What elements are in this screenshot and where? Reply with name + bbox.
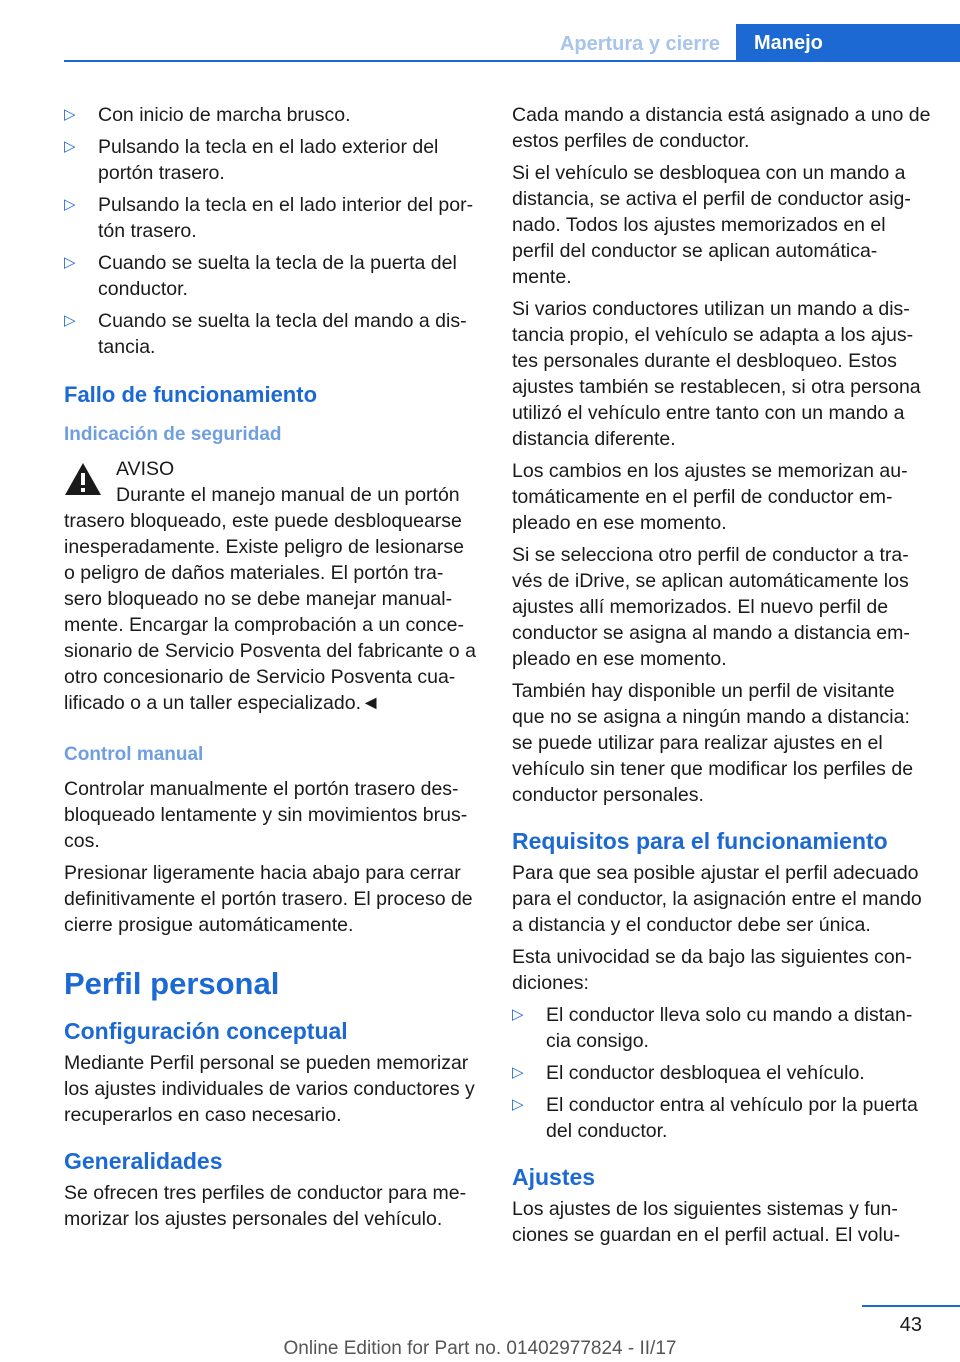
warning-triangle-icon <box>64 462 102 496</box>
list-item: ▷ Pulsando la tecla en el lado exterior del portón trasero. <box>64 136 439 184</box>
triangle-right-icon: ▷ <box>512 1064 524 1081</box>
config-heading: Configuración conceptual <box>64 1018 348 1044</box>
right-paragraph-3: Si varios conductores utilizan un mando a dis‐tancia propio, el vehículo se adapta a los ajus‐tes personales durante el desbloqueo. Estos ajustes también se restablecen, si otra persona utilizó el vehículo entre tanto con un mando a distancia diferente. <box>512 298 921 450</box>
triangle-right-icon: ▷ <box>64 254 76 271</box>
requisitos-heading: Requisitos para el funcionamiento <box>512 828 888 854</box>
triangle-right-icon: ▷ <box>512 1006 524 1023</box>
footer-edition: Online Edition for Part no. 01402977824 - II/17 <box>283 1338 677 1359</box>
control-paragraph-1: Controlar manualmente el portón trasero des‐bloqueado lentamente y sin movimientos brus‐cos. <box>64 778 468 852</box>
header-rule <box>64 60 960 62</box>
page-number: 43 <box>899 1314 922 1336</box>
triangle-right-icon: ▷ <box>512 1096 524 1113</box>
list-item: ▷ Cuando se suelta la tecla del mando a dis‐tancia. <box>64 310 467 358</box>
footer-rule <box>862 1305 960 1307</box>
right-column <box>512 102 932 1254</box>
warning-block <box>64 456 480 716</box>
right-paragraph-1: Cada mando a distancia está asignado a uno de estos perfiles de conductor. <box>512 104 931 152</box>
right-paragraph-4: Los cambios en los ajustes se memorizan au‐tomáticamente en el perfil de conductor em‐pleado en ese momento. <box>512 460 908 534</box>
perfil-heading: Perfil personal <box>64 966 280 1001</box>
list-item: ▷ Pulsando la tecla en el lado interior del por‐tón trasero. <box>64 194 474 242</box>
list-item: ▷ Cuando se suelta la tecla de la puerta del conductor. <box>64 252 457 300</box>
control-heading: Control manual <box>64 744 204 765</box>
list-item: ▷ El conductor lleva solo cu mando a distan‐cia consigo. <box>512 1004 913 1052</box>
ajustes-heading: Ajustes <box>512 1164 596 1190</box>
triangle-right-icon: ▷ <box>64 138 76 155</box>
right-bullet-list <box>512 1002 932 1144</box>
requisitos-paragraph-2: Esta univocidad se da bajo las siguientes con‐diciones: <box>512 946 912 994</box>
control-paragraph-2: Presionar ligeramente hacia abajo para cerrar definitivamente el portón trasero. El proceso de cierre prosigue automáticamente. <box>64 862 473 936</box>
right-paragraph-5: Si se selecciona otro perfil de conductor a tra‐vés de iDrive, se aplican automáticamente los ajustes allí memorizados. El nuevo perfil de conductor se asigna al mando a distancia em‐pleado en ese momento. <box>512 544 910 670</box>
fallo-heading: Fallo de funcionamiento <box>64 382 318 407</box>
warning-text: Durante el manejo manual de un portón trasero bloqueado, este puede desbloquearse inesperadamente. Existe peligro de lesionarse o peligro de daños materiales. El portón tra‐sero bloqueado no se debe manejar manual‐mente. Encargar la comprobación a un conce‐sionario de Servicio Posventa del fabricante o a otro concesionario de Servicio Posventa cua‐lificado o a un taller especializado.◄ <box>64 484 476 714</box>
warning-title: AVISO <box>116 458 175 480</box>
seguridad-heading: Indicación de seguridad <box>64 424 282 445</box>
list-item: ▷ El conductor desbloquea el vehículo. <box>512 1062 865 1084</box>
list-item: ▷ El conductor entra al vehículo por la puerta del conductor. <box>512 1094 918 1142</box>
triangle-right-icon: ▷ <box>64 106 76 123</box>
general-paragraph: Se ofrecen tres perfiles de conductor para me‐morizar los ajustes personales del vehículo. <box>64 1182 467 1230</box>
left-column <box>64 102 480 1238</box>
requisitos-paragraph-1: Para que sea posible ajustar el perfil adecuado para el conductor, la asignación entre el mando a distancia y el conductor debe ser única. <box>512 862 922 936</box>
list-item: ▷ Con inicio de marcha brusco. <box>64 104 351 126</box>
config-paragraph: Mediante Perfil personal se pueden memorizar los ajustes individuales de varios conductores y recuperarlos en caso necesario. <box>64 1052 475 1126</box>
general-heading: Generalidades <box>64 1148 223 1174</box>
triangle-right-icon: ▷ <box>64 312 76 329</box>
right-paragraph-6: También hay disponible un perfil de visitante que no se asigna a ningún mando a distancia: se puede utilizar para realizar ajustes en el vehículo sin tener que modificar los perfiles de conductor personales. <box>512 680 914 806</box>
triangle-right-icon: ▷ <box>64 196 76 213</box>
header-section-tab: Apertura y cierre <box>559 33 721 55</box>
header-active-tab: Manejo <box>736 24 960 61</box>
right-paragraph-2: Si el vehículo se desbloquea con un mando a distancia, se activa el perfil de conductor asig‐nado. Todos los ajustes memorizados en el perfil del conductor se aplican automática‐mente. <box>512 162 911 288</box>
ajustes-paragraph: Los ajustes de los siguientes sistemas y fun‐ciones se guardan en el perfil actual. El volu‐ <box>512 1198 901 1246</box>
left-bullet-list <box>64 102 480 360</box>
